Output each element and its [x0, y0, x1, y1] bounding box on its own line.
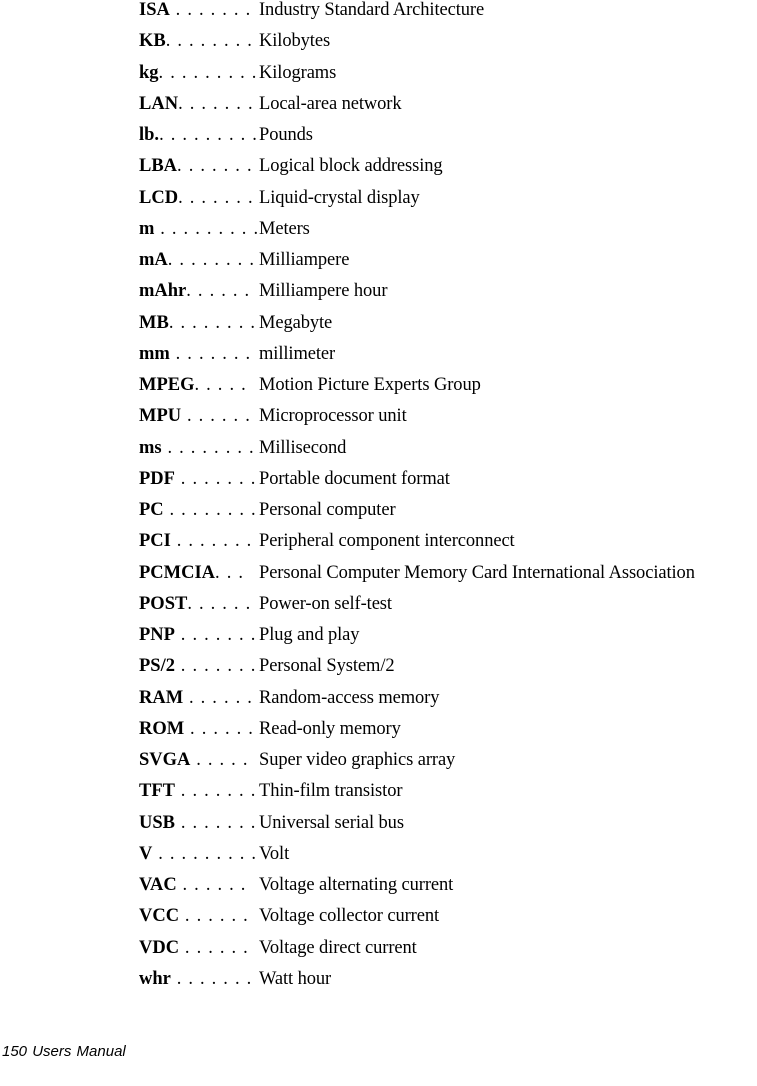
glossary-term: PNP	[139, 625, 175, 645]
dot-leader: . . . . . .	[179, 906, 249, 927]
glossary-term: SVGA	[139, 750, 191, 770]
glossary-term-cell	[139, 719, 259, 739]
glossary-term-cell	[139, 750, 259, 770]
manual-title: Users Manual	[32, 1043, 126, 1060]
glossary-definition: Motion Picture Experts Group	[259, 375, 481, 395]
dot-leader: . . . . . . .	[170, 531, 253, 552]
glossary-definition: Microprocessor unit	[259, 406, 407, 427]
glossary-definition: Volt	[259, 843, 290, 864]
glossary-definition: Local-area network	[259, 93, 402, 114]
glossary-entry	[139, 250, 757, 281]
dot-leader: . . . . . . . . .	[152, 843, 258, 864]
glossary-term-cell	[139, 781, 259, 801]
glossary-definition: Industry Standard Architecture	[259, 0, 485, 20]
glossary-definition: Logical block addressing	[259, 156, 443, 177]
glossary-term-cell	[139, 94, 259, 114]
dot-leader: . . . . . . . .	[163, 500, 257, 520]
glossary-term-cell	[139, 625, 259, 645]
dot-leader: . . . . . .	[183, 687, 254, 708]
glossary-term-cell	[139, 469, 259, 489]
glossary-term-cell	[139, 938, 259, 958]
glossary-term: LCD	[139, 187, 179, 208]
glossary-definition: Milliampere	[259, 250, 350, 270]
glossary-definition: Random-access memory	[259, 687, 440, 708]
glossary-term-cell	[139, 156, 259, 176]
glossary-entry	[139, 594, 757, 625]
glossary-entry	[139, 938, 757, 969]
glossary-term-cell	[139, 656, 259, 676]
glossary-term: VAC	[139, 875, 177, 895]
glossary-term: V	[139, 843, 153, 864]
glossary-entry	[139, 688, 757, 719]
glossary-entry	[139, 906, 757, 937]
dot-leader: . . . . . . .	[174, 468, 257, 489]
glossary-entry	[139, 63, 757, 94]
glossary-definition: Super video graphics array	[259, 750, 456, 770]
glossary-definition: Power-on self-test	[259, 593, 392, 614]
glossary-term-cell	[139, 250, 259, 270]
glossary-term: KB	[139, 31, 166, 52]
glossary-term: PCI	[139, 531, 171, 552]
glossary-term: mm	[139, 343, 170, 364]
glossary-term: kg	[139, 62, 159, 83]
glossary-entry	[139, 781, 757, 812]
glossary-term: VDC	[139, 937, 180, 958]
glossary-term-cell	[139, 563, 259, 583]
glossary-definition: Voltage direct current	[259, 937, 417, 958]
glossary-term: POST	[139, 593, 188, 614]
glossary-entry	[139, 0, 757, 31]
glossary-term: PCMCIA	[139, 562, 216, 583]
dot-leader: . . . . . . . . .	[159, 125, 259, 145]
glossary-term: mA	[139, 250, 168, 270]
glossary-entry	[139, 94, 757, 125]
glossary-definition: Voltage collector current	[259, 906, 440, 927]
glossary-term: VCC	[139, 906, 180, 927]
dot-leader: . . . . . . .	[170, 968, 253, 989]
dot-leader: . . . . . . .	[169, 343, 252, 364]
dot-leader: . . . . .	[190, 750, 249, 770]
glossary-term: ROM	[139, 718, 185, 739]
glossary-term-cell	[139, 531, 259, 551]
glossary-entry	[139, 313, 757, 344]
glossary-term-cell	[139, 875, 259, 895]
glossary-entry	[139, 500, 757, 531]
dot-leader: . . . . . . . .	[167, 250, 256, 270]
glossary-term: PC	[139, 500, 164, 520]
glossary-term: PDF	[139, 468, 175, 489]
glossary-term: ms	[139, 437, 162, 458]
glossary-term-cell	[139, 406, 259, 426]
dot-leader: . . . . . . . . .	[154, 218, 259, 239]
dot-leader: . . . . . .	[184, 718, 255, 739]
glossary-term: PS/2	[139, 656, 175, 677]
glossary-term: m	[139, 218, 155, 239]
glossary-entry	[139, 813, 757, 844]
glossary-entry	[139, 375, 757, 406]
glossary-term: RAM	[139, 687, 184, 708]
glossary-entry	[139, 219, 757, 250]
glossary-term: USB	[139, 812, 175, 833]
page-number: 150	[2, 1043, 28, 1060]
glossary-entry	[139, 125, 757, 156]
glossary-entry	[139, 750, 757, 781]
glossary-term-cell	[139, 188, 259, 208]
glossary-definition: Watt hour	[259, 968, 332, 989]
glossary-entry	[139, 406, 757, 437]
glossary-term-cell	[139, 63, 259, 83]
glossary-term-cell	[139, 500, 259, 520]
glossary-entry	[139, 625, 757, 656]
glossary-definition: Universal serial bus	[259, 812, 404, 833]
glossary-entry	[139, 656, 757, 687]
glossary-definition: Liquid-crystal display	[259, 187, 420, 208]
dot-leader: . . . . . .	[181, 406, 252, 427]
abbreviation-glossary	[139, 0, 757, 1000]
dot-leader: . . . . . . .	[178, 187, 254, 208]
glossary-term-cell	[139, 281, 259, 301]
glossary-entry	[139, 438, 757, 469]
glossary-term-cell	[139, 125, 259, 145]
glossary-entry	[139, 156, 757, 187]
glossary-definition: Personal System/2	[259, 656, 395, 677]
glossary-term-cell	[139, 219, 259, 239]
glossary-definition: Voltage alternating current	[259, 875, 454, 895]
glossary-definition: Thin-film transistor	[259, 781, 403, 802]
dot-leader: . . . . . .	[186, 281, 251, 302]
glossary-definition: Pounds	[259, 125, 313, 145]
glossary-term: TFT	[139, 781, 175, 802]
glossary-term-cell	[139, 688, 259, 708]
glossary-term: lb.	[139, 125, 160, 145]
glossary-definition: millimeter	[259, 343, 336, 364]
glossary-entry	[139, 469, 757, 500]
dot-leader: . . .	[215, 562, 245, 583]
dot-leader: . . . . . . .	[174, 781, 257, 802]
glossary-entry	[139, 875, 757, 906]
dot-leader: . . . . . . . .	[165, 31, 254, 52]
dot-leader: . . . . . . .	[169, 0, 252, 20]
dot-leader: . . . . . .	[179, 937, 249, 958]
glossary-term-cell	[139, 813, 259, 833]
dot-leader: . . . . .	[194, 375, 247, 395]
glossary-definition: Peripheral component interconnect	[259, 531, 515, 552]
glossary-term-cell	[139, 375, 259, 395]
glossary-entry	[139, 719, 757, 750]
dot-leader: . . . . . . . . .	[158, 62, 258, 83]
glossary-term-cell	[139, 969, 259, 989]
glossary-entry	[139, 344, 757, 375]
glossary-definition: Plug and play	[259, 625, 360, 645]
glossary-definition: Kilobytes	[259, 31, 331, 52]
dot-leader: . . . . . . .	[175, 812, 257, 833]
glossary-term: MPU	[139, 406, 182, 427]
glossary-term-cell	[139, 313, 259, 333]
glossary-term: MPEG	[139, 375, 195, 395]
glossary-term: LAN	[139, 93, 179, 114]
dot-leader: . . . . . . .	[174, 656, 257, 677]
glossary-term-cell	[139, 31, 259, 51]
glossary-term-cell	[139, 594, 259, 614]
glossary-definition: Personal computer	[259, 500, 396, 520]
glossary-definition: Personal Computer Memory Card International Association	[259, 562, 695, 583]
glossary-definition: Read-only memory	[259, 718, 401, 739]
glossary-term: mAhr	[139, 281, 187, 302]
glossary-entry	[139, 844, 757, 875]
glossary-definition: Portable document format	[259, 468, 450, 489]
glossary-definition: Meters	[259, 218, 310, 239]
glossary-term: ISA	[139, 0, 170, 20]
glossary-entry	[139, 531, 757, 562]
glossary-term: LBA	[139, 156, 178, 177]
dot-leader: . . . . . . .	[178, 93, 254, 114]
dot-leader: . . . . . .	[187, 593, 252, 614]
glossary-entry	[139, 188, 757, 219]
glossary-definition: Millisecond	[259, 437, 347, 458]
glossary-term-cell	[139, 344, 259, 364]
glossary-term: MB	[139, 312, 169, 333]
dot-leader: . . . . . . . .	[168, 312, 257, 333]
dot-leader: . . . . . . . .	[161, 437, 255, 458]
glossary-definition: Kilograms	[259, 62, 337, 83]
dot-leader: . . . . . . .	[177, 156, 253, 177]
glossary-term-cell	[139, 906, 259, 926]
page-footer	[2, 1043, 126, 1061]
glossary-definition: Milliampere hour	[259, 281, 388, 302]
glossary-definition: Megabyte	[259, 312, 333, 333]
dot-leader: . . . . . . .	[174, 625, 257, 645]
glossary-term: whr	[139, 968, 171, 989]
glossary-entry	[139, 969, 757, 1000]
glossary-entry	[139, 281, 757, 312]
glossary-term-cell	[139, 438, 259, 458]
glossary-entry	[139, 563, 757, 594]
glossary-entry	[139, 31, 757, 62]
glossary-term-cell	[139, 844, 259, 864]
dot-leader: . . . . . .	[176, 875, 247, 895]
glossary-term-cell	[139, 0, 259, 20]
